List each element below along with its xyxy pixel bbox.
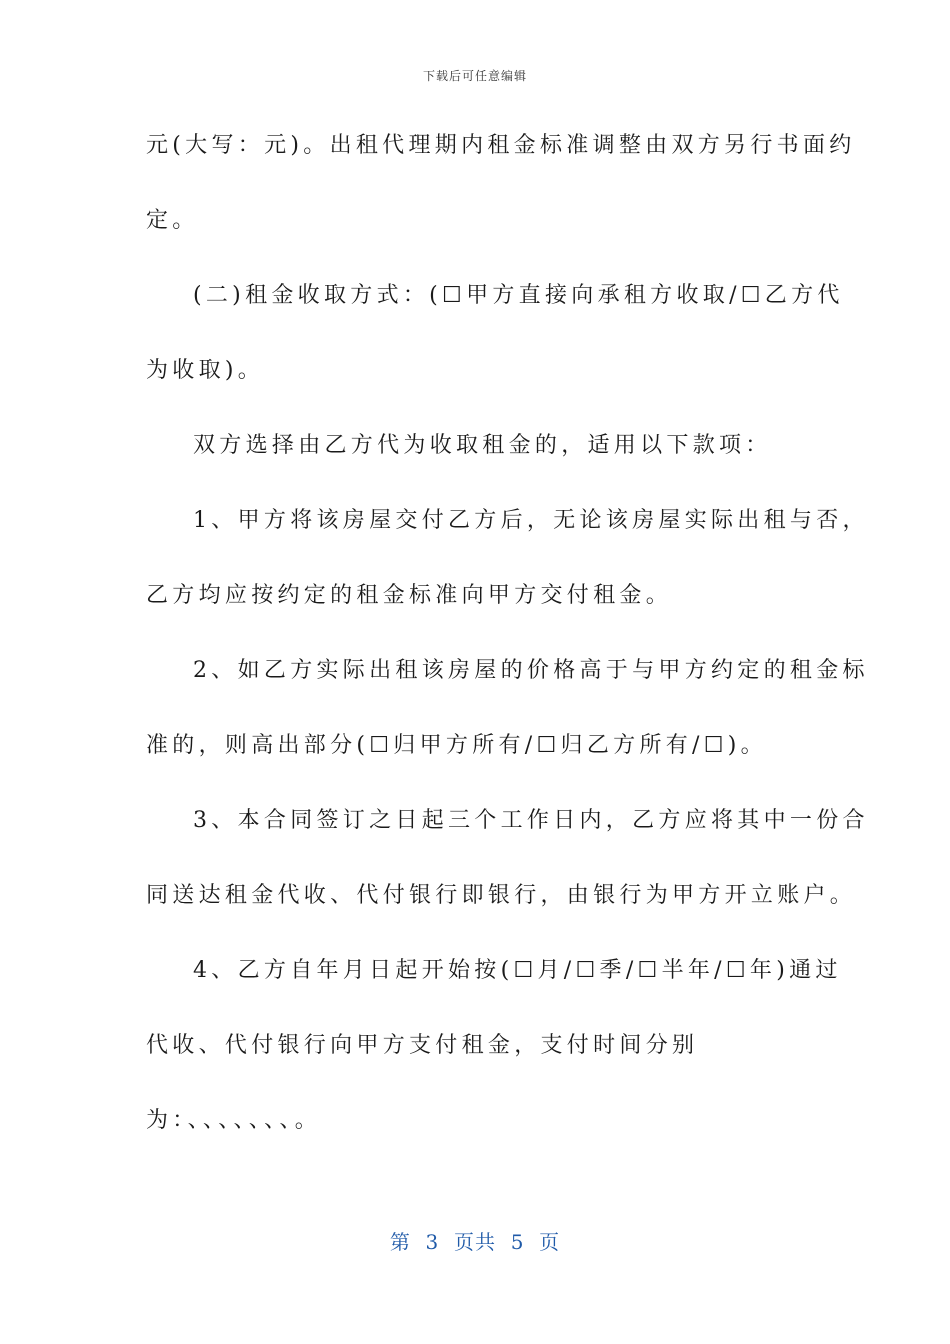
page-header: 下载后可任意编辑 bbox=[422, 69, 527, 83]
paragraph-start-line: 4、乙方自年月日起开始按(☐月/☐季/☐半年/☐年)通过 bbox=[193, 958, 842, 983]
document-body bbox=[146, 128, 869, 1178]
text-line: 准的，则高出部分(☐归甲方所有/☐归乙方所有/☐)。 bbox=[146, 733, 767, 758]
paragraph-start-line: (二)租金收取方式：(☐甲方直接向承租方收取/☐乙方代 bbox=[193, 283, 844, 308]
text-line: 为收取)。 bbox=[146, 358, 265, 383]
text-line: 定。 bbox=[146, 208, 199, 233]
paragraph-start-line: 2、如乙方实际出租该房屋的价格高于与甲方约定的租金标 bbox=[193, 658, 869, 683]
paragraph-start-line: 3、本合同签订之日起三个工作日内，乙方应将其中一份合 bbox=[193, 808, 869, 833]
paragraph-start-line: 1、甲方将该房屋交付乙方后，无论该房屋实际出租与否， bbox=[193, 508, 869, 533]
text-line: 为：、、、、、、、。 bbox=[146, 1108, 322, 1133]
text-line: 乙方均应按约定的租金标准向甲方交付租金。 bbox=[146, 583, 673, 608]
text-line: 元(大写：元)。出租代理期内租金标准调整由双方另行书面约 bbox=[146, 133, 856, 158]
text-line: 代收、代付银行向甲方支付租金，支付时间分别 bbox=[146, 1033, 699, 1058]
paragraph-start-line: 双方选择由乙方代为收取租金的，适用以下款项： bbox=[193, 433, 772, 458]
text-line: 同送达租金代收、代付银行即银行，由银行为甲方开立账户。 bbox=[146, 883, 857, 908]
page-number-footer: 第 3 页共 5 页 bbox=[389, 1230, 561, 1254]
